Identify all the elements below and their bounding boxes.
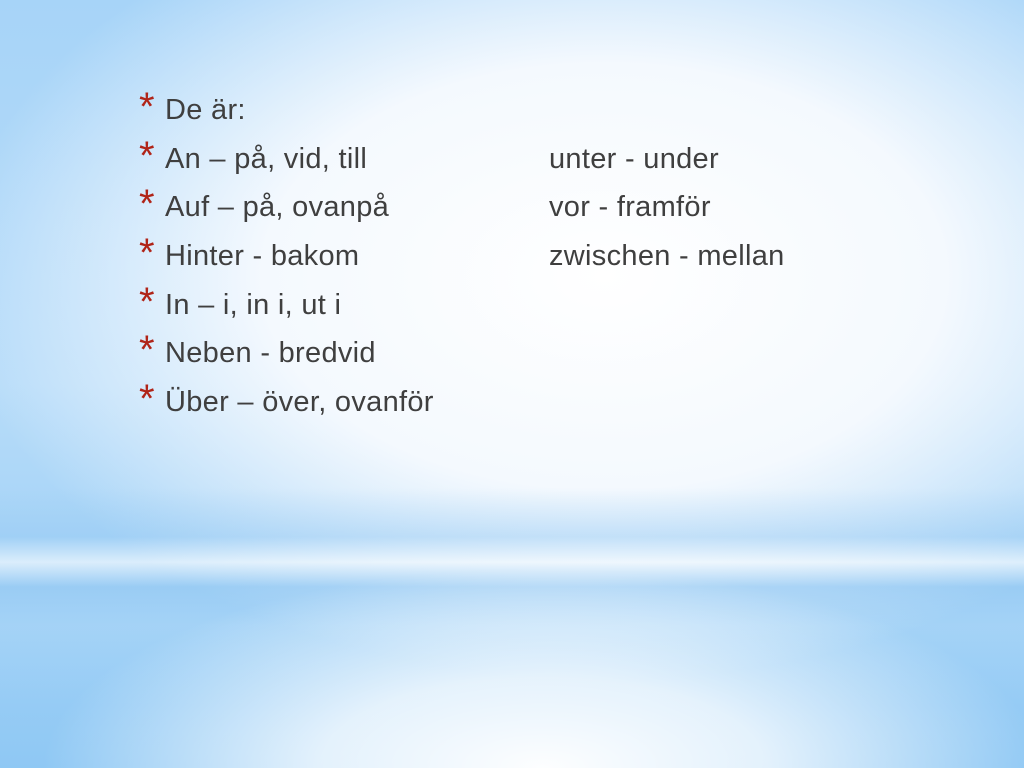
- translation-text: vor - framför: [549, 191, 711, 224]
- list-item: [140, 232, 785, 281]
- term-text: Hinter - bakom: [165, 240, 360, 273]
- term-text: Auf – på, ovanpå: [165, 191, 390, 224]
- list-item: [140, 183, 785, 232]
- asterisk-bullet-icon: *: [139, 182, 155, 227]
- asterisk-bullet-icon: *: [139, 328, 155, 373]
- asterisk-bullet-icon: *: [139, 85, 155, 129]
- bullet-list: [140, 86, 785, 427]
- translation-text: [549, 281, 785, 330]
- asterisk-bullet-icon: *: [139, 133, 155, 178]
- translation-text: [549, 329, 785, 378]
- translation-text: unter - under: [549, 142, 719, 175]
- translation-text: zwischen - mellan: [549, 240, 785, 273]
- term-text: Über – över, ovanför: [165, 386, 434, 419]
- term-text: In – i, in i, ut i: [165, 288, 342, 321]
- term-text: De är:: [165, 94, 246, 126]
- term-text: An – på, vid, till: [165, 142, 368, 175]
- list-item: [140, 378, 785, 427]
- translation-text: [549, 378, 785, 427]
- translation-text: [549, 86, 785, 135]
- asterisk-bullet-icon: *: [139, 279, 155, 324]
- list-item: [140, 329, 785, 378]
- asterisk-bullet-icon: *: [139, 231, 155, 276]
- list-item: [140, 86, 785, 135]
- list-item: [140, 281, 785, 330]
- term-text: Neben - bredvid: [165, 337, 376, 370]
- list-item: [140, 135, 785, 184]
- asterisk-bullet-icon: *: [139, 377, 155, 422]
